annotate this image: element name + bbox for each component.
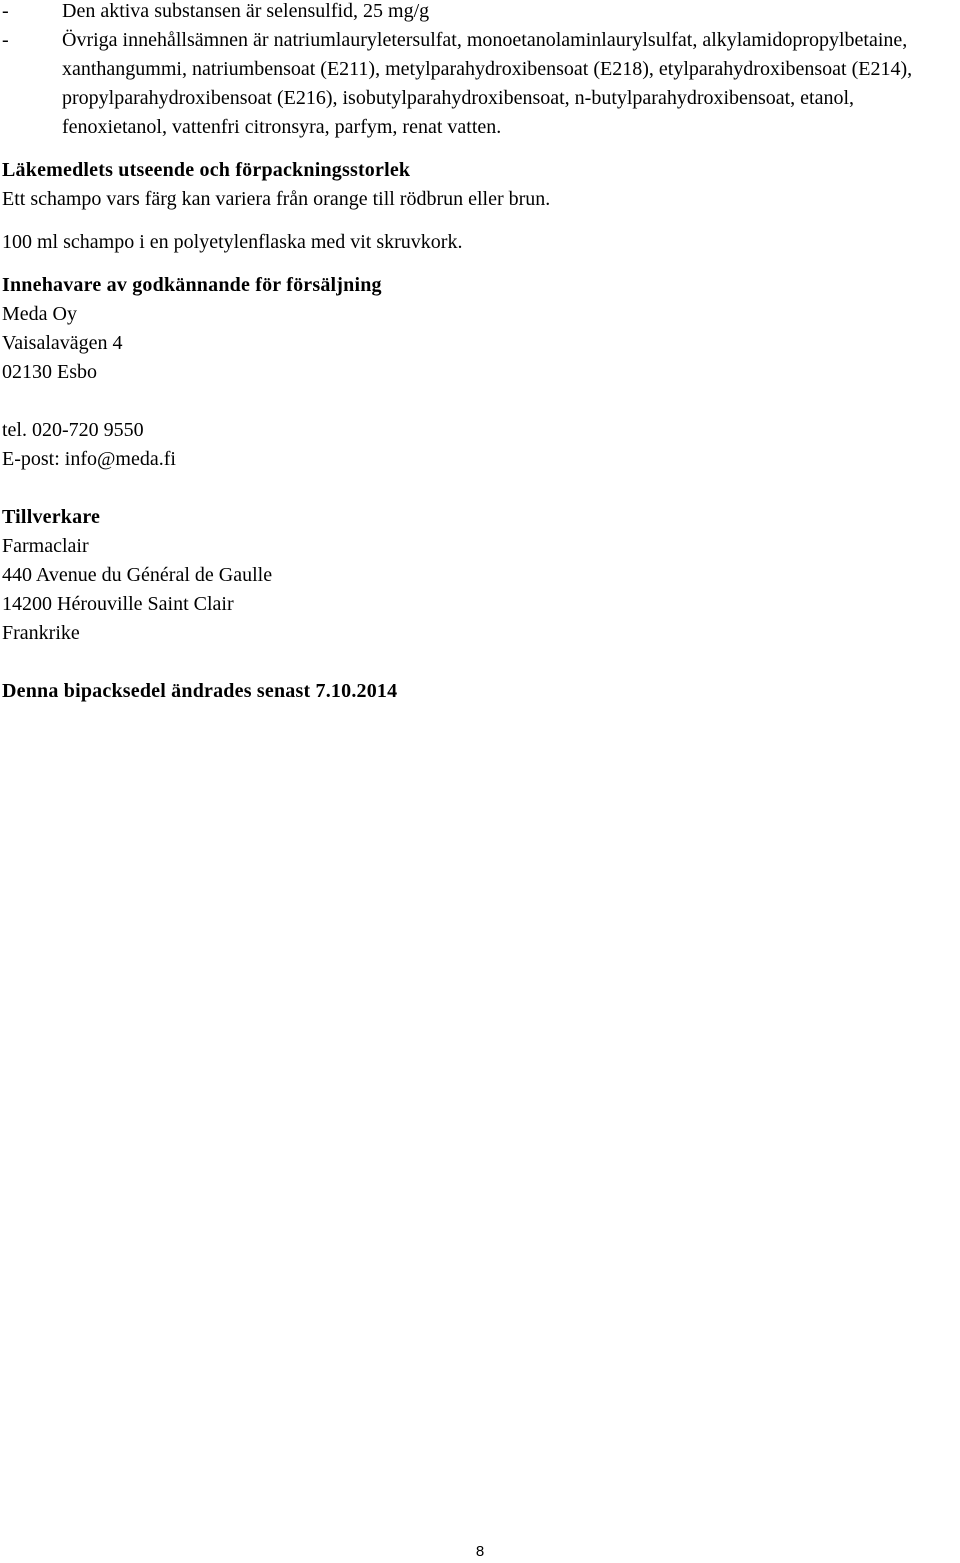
manufacturer-country: Frankrike [2, 622, 80, 644]
ingredient-other-text: Övriga innehållsämnen är natriumlauryletersulfat, monoetanolaminlaurylsulfat, alkylamidopropylbetaine, xanthangummi, natriumbensoat (E211), metylparahydroxibensoat (E218), etylparahydroxibensoat (E214), propylparahydroxibensoat (E216), isobutylparahydroxibensoat, n-butylparahydroxibensoat, etanol, fenoxietanol, vattenfri citronsyra, parfym, renat vatten. [62, 29, 913, 138]
holder-email: E-post: info@meda.fi [2, 448, 176, 470]
holder-section [2, 271, 958, 474]
holder-city: 02130 Esbo [2, 361, 97, 383]
document-page [2, 0, 958, 706]
holder-heading: Innehavare av godkännande för försäljning [2, 274, 382, 296]
manufacturer-heading: Tillverkare [2, 506, 101, 528]
holder-street: Vaisalavägen 4 [2, 332, 123, 354]
revision-date: Denna bipacksedel ändrades senast 7.10.2014 [2, 680, 398, 702]
page-number: 8 [475, 1543, 485, 1560]
holder-name: Meda Oy [2, 303, 77, 325]
appearance-section [2, 156, 958, 257]
bullet-dash: - [2, 0, 9, 22]
ingredient-other [2, 26, 958, 142]
appearance-description: Ett schampo vars färg kan variera från orange till rödbrun eller brun. [2, 188, 551, 210]
manufacturer-name: Farmaclair [2, 535, 89, 557]
manufacturer-city: 14200 Hérouville Saint Clair [2, 593, 234, 615]
ingredient-active [2, 0, 958, 26]
ingredient-active-text: Den aktiva substansen är selensulfid, 25 mg/g [62, 0, 430, 22]
bullet-dash: - [2, 29, 9, 51]
holder-phone: tel. 020-720 9550 [2, 419, 144, 441]
package-description: 100 ml schampo i en polyetylenflaska med vit skruvkork. [2, 231, 463, 253]
manufacturer-section [2, 503, 958, 648]
manufacturer-street: 440 Avenue du Général de Gaulle [2, 564, 273, 586]
appearance-heading: Läkemedlets utseende och förpackningsstorlek [2, 159, 411, 181]
